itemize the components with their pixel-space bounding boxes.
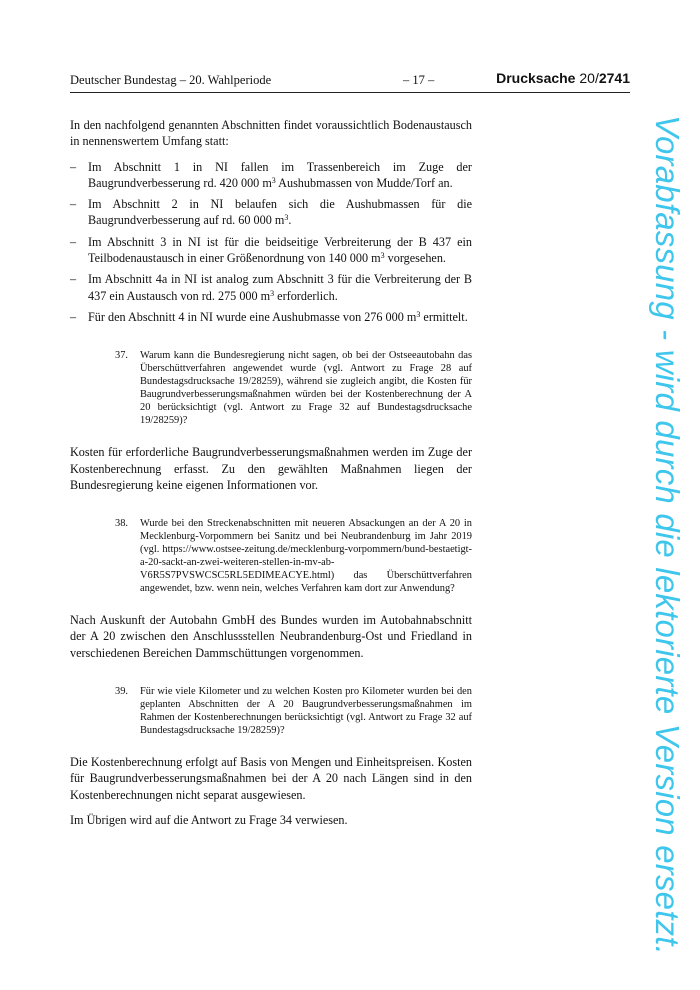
- list-item-text: .: [288, 213, 292, 228]
- bullet-dash: –: [70, 159, 77, 174]
- intro-paragraph: In den nachfolgend genannten Abschnitten findet voraussichtlich Bodenaustausch in nennenswertem Umfang statt:: [70, 118, 472, 149]
- superscript: 3: [416, 309, 421, 319]
- question-text: Für wie viele Kilometer und zu welchen Kosten pro Kilometer wurden bei den geplanten Abschnitten der A 20 Baugrundverbesserungsmaßnahmen im Rahmen der Kostenberechnungen berücksichtigt (vgl. Antwort zu Frage 32 auf Bundestagsdrucksache 19/28259)?: [140, 686, 472, 737]
- list-item: [70, 234, 472, 267]
- list-item-text: Im Abschnitt 4a in NI ist analog zum Abschnitt 3 für die Verbreiterung der B 437 ein Austausch von rd. 275 000 m: [88, 272, 472, 303]
- list-item-text: erforderlich.: [274, 288, 338, 303]
- page-body: [70, 117, 472, 837]
- list-item-text: Im Abschnitt 1 in NI fallen im Trassenbereich im Zuge der Baugrundverbesserung rd. 420 000 m: [88, 159, 472, 190]
- header-document-number: [496, 70, 630, 86]
- question-number: 39.: [115, 686, 128, 698]
- list-item: [70, 196, 472, 229]
- answer-39: Die Kostenberechnung erfolgt auf Basis von Mengen und Einheitspreisen. Kosten für Baugrundverbesserungsmaßnahmen bei der A 20 nach Längen sind in den Kostenberechnungen nicht separat ausgewiesen.: [70, 755, 472, 802]
- question-text: Wurde bei den Streckenabschnitten mit neueren Absackungen an der A 20 in Mecklenburg-Vorpommern bei Sanitz und bei Neubrandenburg im Jahr 2019 (vgl. https://www.ostsee-zeitung.de/mecklenburg-vorpommern/bund-bestaetigt-a-20-sackt-an-zwei-weiteren-stellen-in-mv-ab-V6R5S7PVSWCSC5RL5EDIMEACYE.html) das Überschüttverfahren angewendet, bzw. wenn nein, welches Verfahren kam dort zur Anwendung?: [140, 518, 472, 595]
- excavation-list: [70, 159, 472, 326]
- bullet-dash: –: [70, 272, 77, 287]
- question-38: [70, 517, 472, 595]
- header-doc-number: 2741: [598, 70, 630, 86]
- draft-watermark: Vorabfassung - wird durch die lektorierte Version ersetzt.: [649, 115, 686, 956]
- list-item-text: Aushubmassen von Mudde/Torf an.: [275, 175, 453, 190]
- question-number: 37.: [115, 350, 128, 362]
- superscript: 3: [284, 213, 289, 223]
- header-doc-prefix: 20/: [579, 70, 599, 86]
- bullet-dash: –: [70, 197, 77, 212]
- list-item: [70, 271, 472, 304]
- superscript: 3: [271, 175, 276, 185]
- list-item-text: vorgesehen.: [384, 251, 446, 266]
- question-37: [70, 349, 472, 427]
- answer-38: Nach Auskunft der Autobahn GmbH des Bundes wurden im Autobahnabschnitt der A 20 zwischen den Anschlussstellen Neubrandenburg-Ost und Friedland in verschiedenen Bereichen Dammschüttungen vorgenommen.: [70, 613, 472, 660]
- superscript: 3: [380, 251, 385, 261]
- bullet-dash: –: [70, 234, 77, 249]
- list-item-text: Für den Abschnitt 4 in NI wurde eine Aushubmasse von 276 000 m: [88, 309, 417, 324]
- question-number: 38.: [115, 518, 128, 530]
- question-39: [70, 685, 472, 737]
- question-text: Warum kann die Bundesregierung nicht sagen, ob bei der Ostseeautobahn das Überschüttverfahren angewendet wurde (vgl. Antwort zu Frage 28 auf Bundestagsdrucksache 19/28259), während sie zugleich angibt, die Kosten für Baugrundverbesserungsmaßnahmen würden bei der Kostenberechnung der A 20 berücksichtigt (vgl. Antwort zu Frage 32 auf Bundestagsdrucksache 19/28259)?: [140, 350, 472, 427]
- page-header: [70, 70, 630, 93]
- bullet-dash: –: [70, 309, 77, 324]
- header-doc-label: Drucksache: [496, 70, 580, 86]
- list-item-text: Im Abschnitt 2 in NI belaufen sich die Aushubmassen für die Baugrundverbesserung auf rd. 60 000 m: [88, 197, 472, 228]
- list-item: [70, 159, 472, 192]
- header-page-number: – 17 –: [403, 73, 435, 87]
- list-item-text: ermittelt.: [420, 309, 468, 324]
- superscript: 3: [270, 288, 275, 298]
- list-item-text: Im Abschnitt 3 in NI ist für die beidseitige Verbreiterung der B 437 ein Teilbodenaustausch in einer Größenordnung von 140 000 m: [88, 234, 472, 266]
- header-parliament: Deutscher Bundestag – 20. Wahlperiode: [70, 73, 272, 87]
- list-item: [70, 309, 472, 325]
- answer-39-reference: Im Übrigen wird auf die Antwort zu Frage 34 verwiesen.: [70, 812, 348, 827]
- answer-37: Kosten für erforderliche Baugrundverbesserungsmaßnahmen werden im Zuge der Kostenberechnung erfasst. Zu den gewählten Maßnahmen liegen der Bundesregierung keine eigenen Informationen vor.: [70, 445, 472, 492]
